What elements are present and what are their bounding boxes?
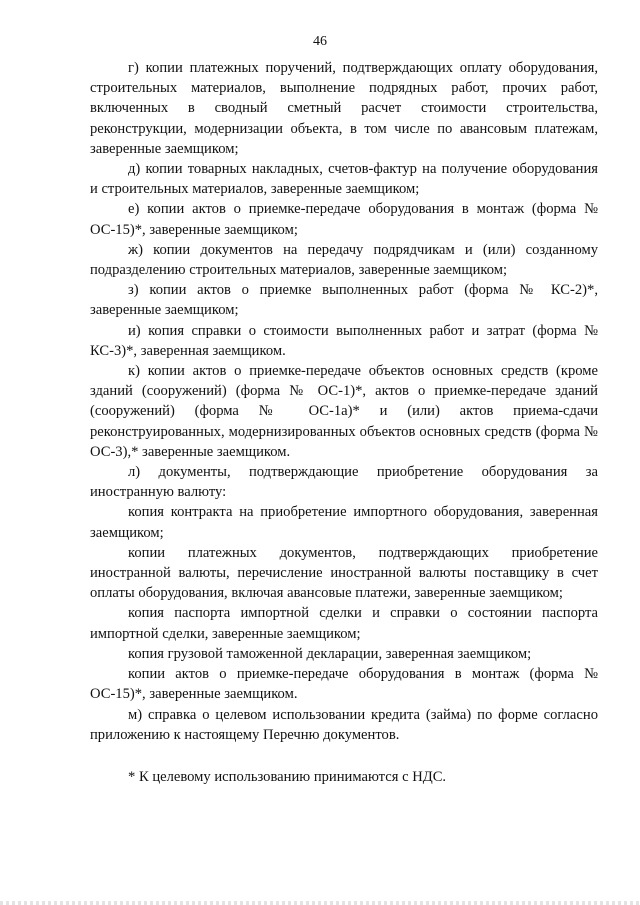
paragraph-zh: ж) копии документов на передачу подрядчикам и (или) созданному подразделению строительных материалов, заверенные заемщиком; [90, 241, 598, 279]
document-body [90, 58, 598, 787]
paragraph-d: д) копии товарных накладных, счетов-фактур на получение оборудования и строительных материалов, заверенные заемщиком; [90, 161, 598, 198]
paragraph-z: з) копии актов о приемке выполненных работ (форма № КС-2)*, заверенные заемщиком; [90, 282, 598, 319]
scan-edge-divider [0, 901, 640, 905]
paragraph-l: л) документы, подтверждающие приобретение оборудования за иностранную валюту: [90, 464, 598, 501]
paragraph-i: и) копия справки о стоимости выполненных работ и затрат (форма № КС-3)*, заверенная заемщиком. [90, 322, 598, 359]
paragraph-l-contract: копия контракта на приобретение импортного оборудования, заверенная заемщиком; [90, 504, 598, 541]
paragraph-l-passport: копия паспорта импортной сделки и справки о состоянии паспорта импортной сделки, заверенные заемщиком; [90, 605, 598, 642]
paragraph-m: м) справка о целевом использовании кредита (займа) по форме согласно приложению к настоящему Перечню документов. [90, 706, 598, 743]
paragraph-l-acts: копии актов о приемке-передаче оборудования в монтаж (форма № ОС-15)*, заверенные заемщиком. [90, 666, 598, 703]
paragraph-k: к) копии актов о приемке-передаче объектов основных средств (кроме зданий (сооружений) (форма № ОС-1)*, актов о приемке-передаче зданий (сооружений) (форма № ОС-1а)* и (или) актов приема-сдачи реконструированных, модернизированных объектов основных средств (форма № ОС-3),* заверенные заемщиком. [90, 363, 598, 460]
paragraph-e: е) копии актов о приемке-передаче оборудования в монтаж (форма № ОС-15)*, заверенные заемщиком; [90, 201, 598, 238]
paragraph-l-customs: копия грузовой таможенной декларации, заверенная заемщиком; [128, 645, 532, 662]
paragraph-l-payments: копии платежных документов, подтверждающих приобретение иностранной валюты, перечисление иностранной валюты поставщику в счет оплаты оборудования, включая авансовые платежи, заверенные заемщиком; [90, 544, 598, 602]
page-number: 46 [313, 34, 327, 49]
paragraph-g: г) копии платежных поручений, подтверждающих оплату оборудования, строительных материалов, выполнение подрядных работ, прочих работ, включенных в сводный сметный расчет стоимости строительства, реконструкции, модернизации объекта, в том числе по авансовым платежам, заверенные заемщиком; [90, 60, 598, 157]
footnote: * К целевому использованию принимаются с НДС. [128, 768, 447, 785]
